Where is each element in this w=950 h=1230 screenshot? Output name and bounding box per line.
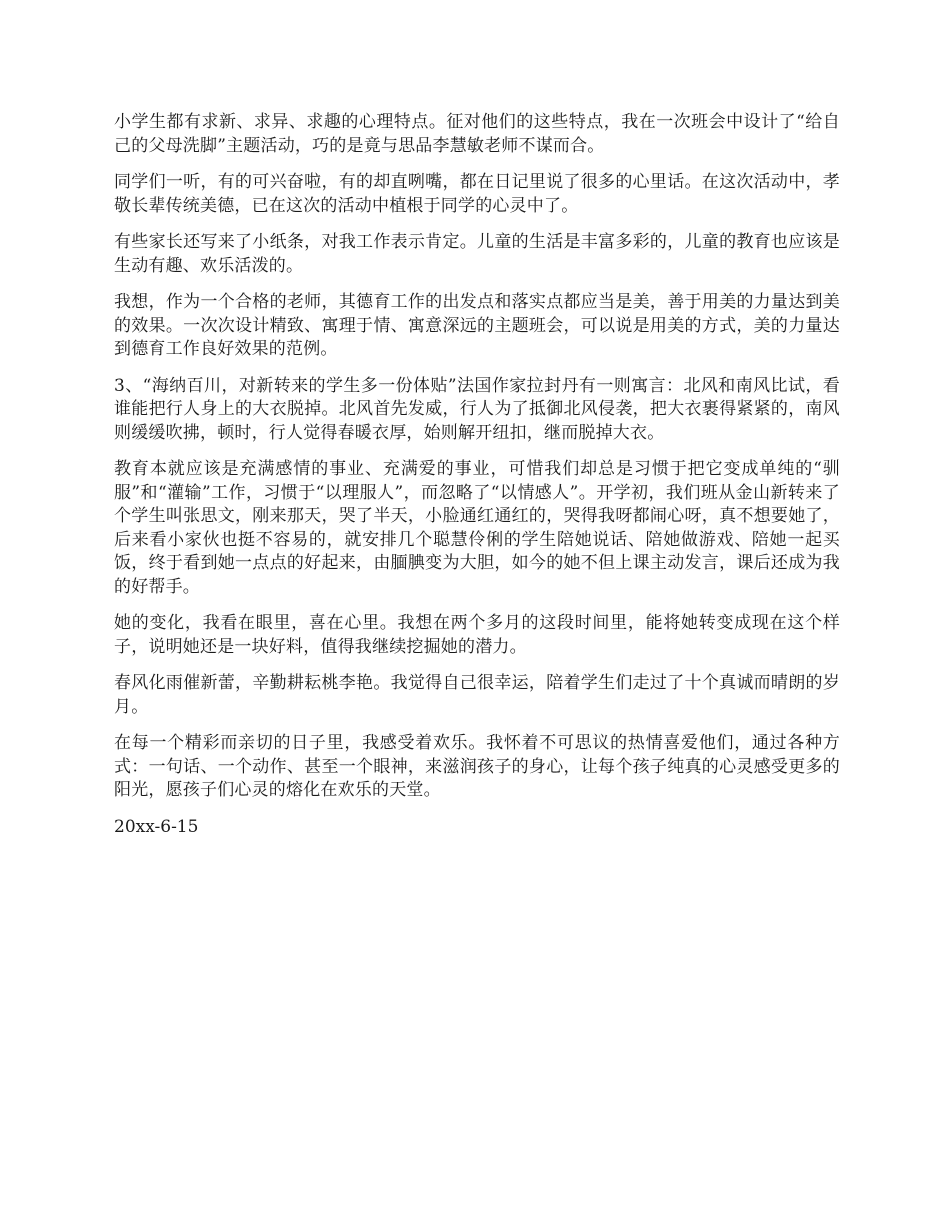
paragraph-7: 她的变化，我看在眼里，喜在心里。我想在两个多月的这段时间里，能将她转变成现在这个样子，说明她还是一块好料，值得我继续挖掘她的潜力。 (114, 613, 840, 657)
document-body (114, 111, 840, 839)
paragraph-4: 我想，作为一个合格的老师，其德育工作的出发点和落实点都应当是美，善于用美的力量达到美的效果。一次次设计精致、寓理于情、寓意深远的主题班会，可以说是用美的方式，美的力量达到德育工作良好效果的范例。 (114, 292, 840, 359)
paragraph-6: 教育本就应该是充满感情的事业、充满爱的事业，可惜我们却总是习惯于把它变成单纯的“驯服”和“灌输”工作，习惯于“以理服人”，而忽略了“以情感人”。开学初，我们班从金山新转来了个学生叫张思文，刚来那天，哭了半天，小脸通红通红的，哭得我呀都闹心呀，真不想要她了，后来看小家伙也挺不容易的，就安排几个聪慧伶俐的学生陪她说话、陪她做游戏、陪她一起买饭，终于看到她一点点的好起来，由腼腆变为大胆，如今的她不但上课主动发言，课后还成为我的好帮手。 (114, 459, 840, 597)
paragraph-5: 3、“海纳百川，对新转来的学生多一份体贴”法国作家拉封丹有一则寓言：北风和南风比试，看谁能把行人身上的大衣脱掉。北风首先发威，行人为了抵御北风侵袭，把大衣裹得紧紧的，南风则缓缓吹拂，顿时，行人觉得春暖衣厚，始则解开纽扣，继而脱掉大衣。 (114, 375, 840, 443)
paragraph-3: 有些家长还写来了小纸条，对我工作表示肯定。儿童的生活是丰富多彩的，儿童的教育也应该是生动有趣、欢乐活泼的。 (114, 232, 840, 276)
paragraph-1: 小学生都有求新、求异、求趣的心理特点。征对他们的这些特点，我在一次班会中设计了“给自己的父母洗脚”主题活动，巧的是竟与思品李慧敏老师不谋而合。 (114, 112, 840, 156)
document-date: 20xx-6-15 (114, 816, 199, 837)
paragraph-8: 春风化雨催新蕾，辛勤耕耘桃李艳。我觉得自己很幸运，陪着学生们走过了十个真诚而晴朗的岁月。 (114, 673, 840, 717)
paragraph-9: 在每一个精彩而亲切的日子里，我感受着欢乐。我怀着不可思议的热情喜爱他们，通过各种方式：一句话、一个动作、甚至一个眼神，来滋润孩子的身心，让每个孩子纯真的心灵感受更多的阳光，愿孩子们心灵的熔化在欢乐的天堂。 (114, 733, 840, 800)
paragraph-2: 同学们一听，有的可兴奋啦，有的却直咧嘴，都在日记里说了很多的心里话。在这次活动中，孝敬长辈传统美德，已在这次的活动中植根于同学的心灵中了。 (114, 172, 840, 216)
